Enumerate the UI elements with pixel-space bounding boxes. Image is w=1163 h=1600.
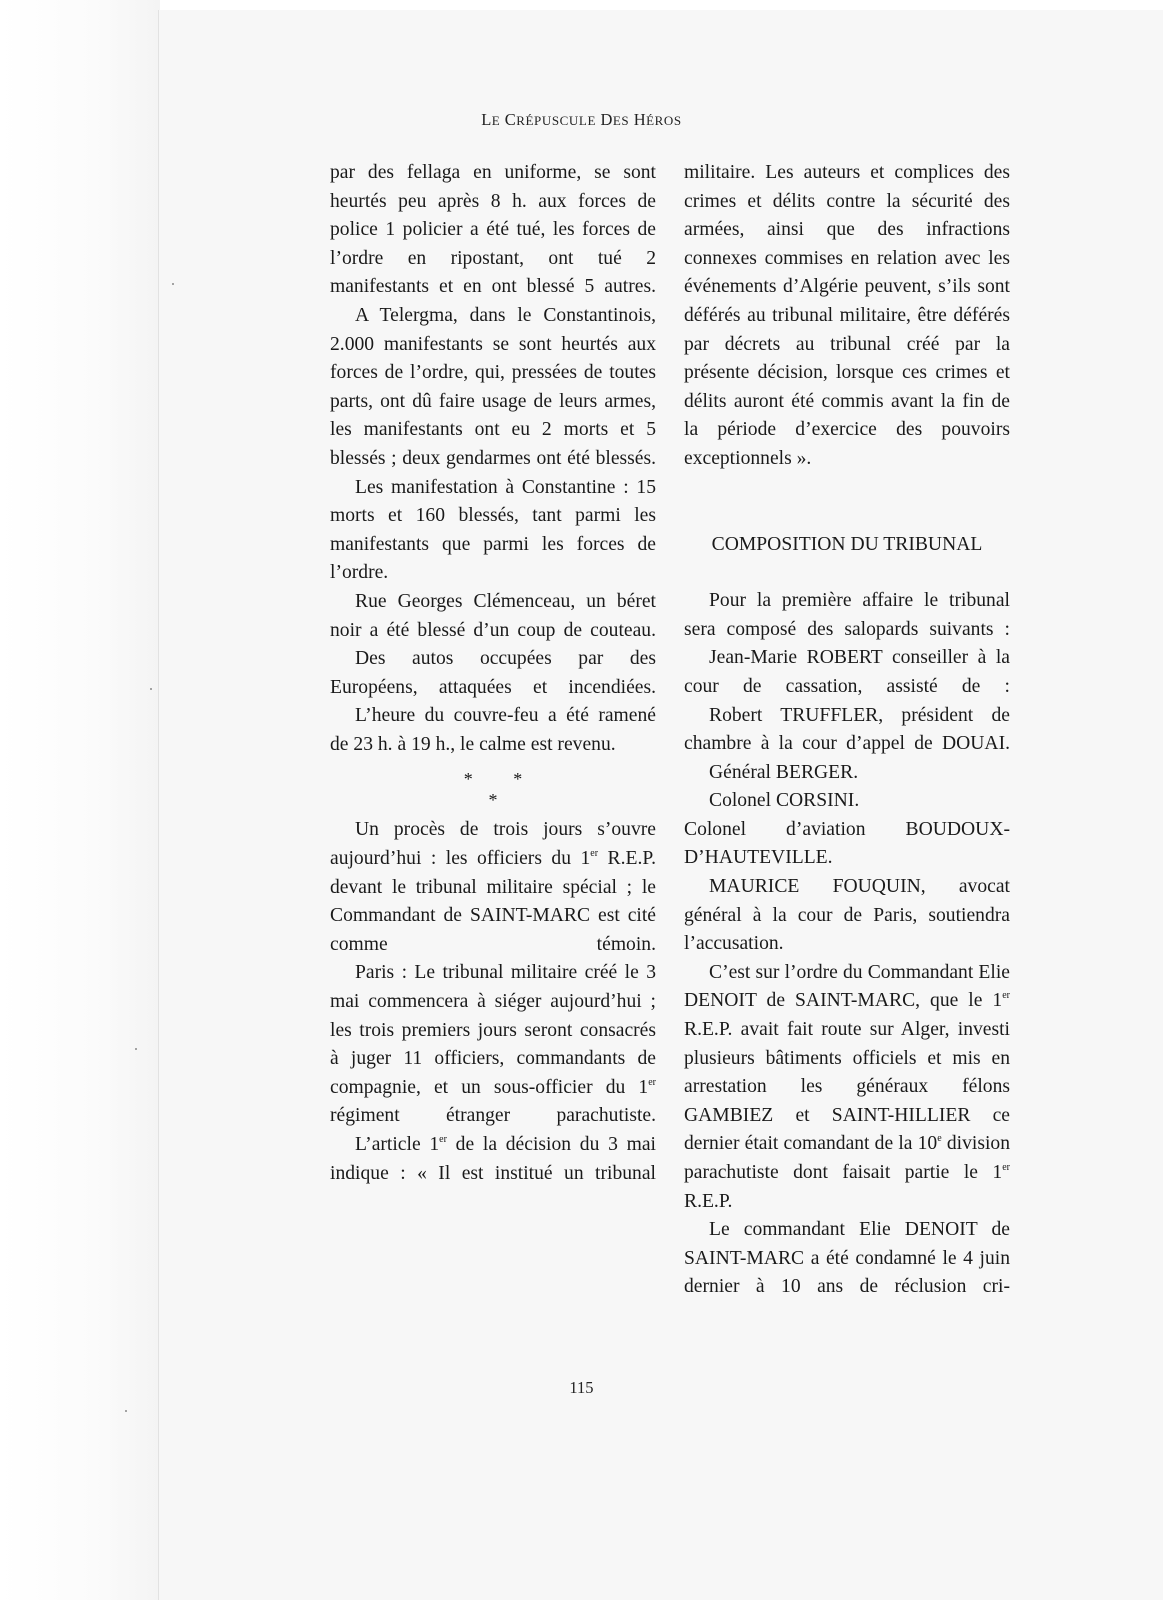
paragraph: A Telergma, dans le Constantinois, 2.000 manifestants se sont heurtés aux forces de l’ordre, qui, pressées de toutes parts, ont dû faire usage de leurs armes, les manifestants ont eu 2 morts et 5 blessés ; deux gendarmes ont été blessés. xyxy=(330,304,656,469)
paragraph xyxy=(330,816,656,959)
text-run: R.E.P. avait fait route sur Alger, investi plusieurs bâtiments officiels et mis en arrestation les généraux félons GAMBIEZ et SAINT-HILLIER ce dernier était comandant de la 10 xyxy=(684,1019,1010,1155)
superscript: er xyxy=(648,1076,656,1088)
paragraph: Jean-Marie ROBERT conseiller à la cour de cassation, assisté de : xyxy=(684,647,1010,697)
spacer xyxy=(684,559,1010,587)
text-run: L’article 1 xyxy=(355,1134,440,1155)
section-title: COMPOSITION DU TRIBUNAL xyxy=(711,533,983,555)
paragraph: Robert TRUFFLER, président de chambre à la cour d’appel de DOUAI. xyxy=(684,704,1010,755)
scan-speck xyxy=(135,1048,137,1050)
paragraph: par des fellaga en uniforme, se sont heurtés peu après 8 h. aux forces de police 1 policier a été tué, les forces de l’ordre en ripostant, ont tué 2 manifestants et en ont blessé 5 autres. xyxy=(330,162,656,298)
paragraph: Des autos occupées par des Européens, attaquées et incendiées. xyxy=(330,648,656,698)
scan-speck xyxy=(150,688,152,690)
running-head-letter: D xyxy=(600,110,613,129)
separator-star: * xyxy=(488,790,498,811)
running-head-letter: H xyxy=(633,110,647,129)
superscript: er xyxy=(590,848,599,860)
right-column xyxy=(684,159,1010,1302)
paragraph: Colonel CORSINI. xyxy=(709,790,860,812)
separator-stars: * * xyxy=(463,769,541,790)
paragraph: Colonel d’aviation BOUDOUX-D’HAUTEVILLE. xyxy=(684,818,1010,869)
running-head xyxy=(0,110,1163,130)
page-sheet xyxy=(158,10,1163,1600)
superscript: er xyxy=(439,1134,447,1145)
paragraph: Général BERGER. xyxy=(709,761,859,783)
text-run: C’est sur l’ordre du Commandant Elie DENOIT de SAINT-MARC, que le 1 xyxy=(684,961,1010,1012)
left-column xyxy=(330,159,656,1188)
paragraph: militaire. Les auteurs et complices des crimes et délits contre la sécurité des armées, ainsi que des infractions connexes commises en relation avec les événements d’Algérie peuvent, s’ils sont déférés au tribunal militaire, être déférés par décrets au tribunal créé par la présente décision, lorsque ces crimes et délits auront été commis avant la fin de la période d’exercice des pouvoirs exceptionnels ». xyxy=(684,162,1010,469)
spacer xyxy=(684,474,1010,531)
paragraph: L’heure du couvre-feu a été ramené de 23 h. à 19 h., le calme est revenu. xyxy=(330,705,656,755)
text-run: régiment étranger parachutiste. xyxy=(330,1105,656,1127)
superscript: er xyxy=(1002,990,1010,1002)
paragraph: MAURICE FOUQUIN, avocat général à la cour de Paris, soutiendra l’accusation. xyxy=(684,876,1010,955)
scan-margin xyxy=(0,0,160,1600)
paragraph: Pour la première affaire le tribunal sera composé des salopards suivants : xyxy=(684,590,1010,640)
paragraph: Le commandant Elie DENOIT de SAINT-MARC a été condamné le 4 juin dernier à 10 ans de réclusion cri- xyxy=(684,1219,1010,1298)
text-run: de la décision du 3 mai indique : « Il est institué un tribunal xyxy=(330,1134,657,1184)
text-run: R.E.P. xyxy=(684,1190,733,1212)
text-run: division parachutiste dont faisait partie le 1 xyxy=(684,1133,1010,1183)
running-head-part: ÉROS xyxy=(646,113,682,128)
text-run: Un procès de trois jours s’ouvre aujourd’hui : les officiers du 1 xyxy=(330,819,656,870)
text-run: Paris : Le tribunal militaire créé le 3 mai commencera à siéger aujourd’hui ; les trois premiers jours seront consacrés à juger 11 officiers, commandants de compagnie, et un sous-officier du 1 xyxy=(330,962,656,1098)
paragraph xyxy=(330,1131,656,1188)
running-head-letter: L xyxy=(481,110,492,129)
scan-speck xyxy=(125,1410,127,1412)
paragraph: Rue Georges Clémenceau, un béret noir a été blessé d’un coup de couteau. xyxy=(330,590,656,641)
page-number: 115 xyxy=(569,1378,594,1397)
paragraph xyxy=(330,959,656,1131)
paragraph xyxy=(684,959,1010,1216)
section-separator xyxy=(330,759,656,816)
running-head-letter: C xyxy=(504,110,517,129)
paragraph: Les manifestation à Constantine : 15 morts et 160 blessés, tant parmi les manifestants que parmi les forces de l’ordre. xyxy=(330,476,656,584)
running-head-part: E xyxy=(491,113,501,128)
scan-speck xyxy=(172,283,174,285)
running-head-part: RÉPUSCULE xyxy=(516,113,597,128)
running-head-part: ES xyxy=(612,113,630,128)
superscript: e xyxy=(937,1133,942,1145)
superscript: er xyxy=(1002,1162,1010,1173)
text-run: R.E.P. devant le tribunal militaire spécial ; le Commandant de SAINT-MARC est cité comme témoin. xyxy=(330,848,657,955)
